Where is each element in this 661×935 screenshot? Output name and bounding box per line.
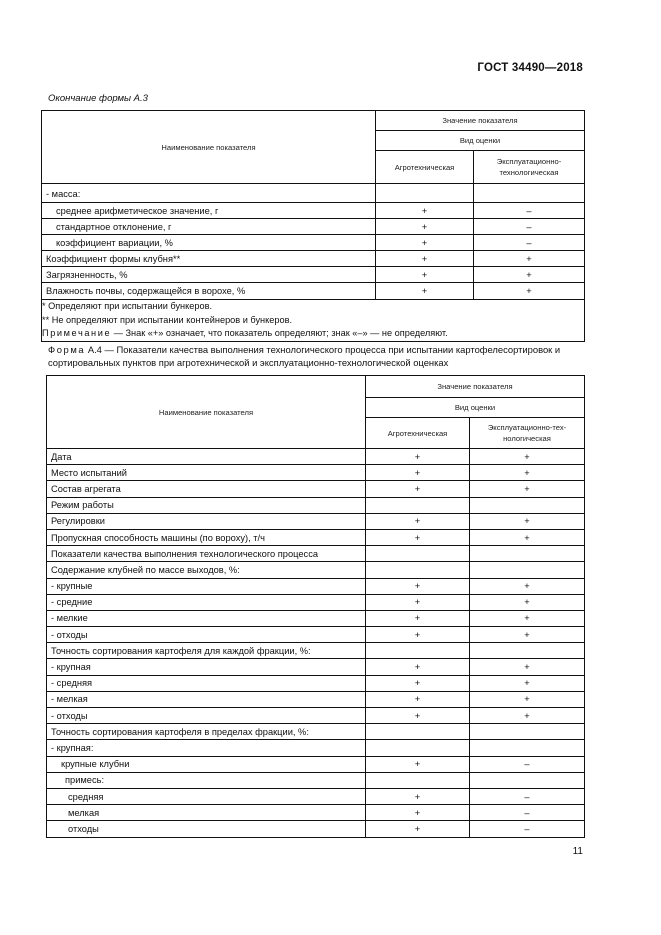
row-agro [366, 546, 470, 562]
table-row [47, 594, 585, 610]
col-header-name: Наименование показателя [42, 111, 376, 184]
row-expl [470, 643, 585, 659]
row-expl [470, 724, 585, 740]
table-row [42, 267, 585, 283]
row-agro: + [376, 267, 474, 283]
row-agro: + [366, 449, 470, 465]
col-header-expl-line1: Эксплуатационно-тех- [487, 423, 567, 432]
row-expl: + [474, 251, 585, 267]
note-text: — Знак «+» означает, что показатель определяют; знак «–» — не определяют. [111, 328, 448, 338]
row-expl [470, 497, 585, 513]
row-name: стандартное отклонение, г [42, 219, 376, 235]
col-header-kind: Вид оценки [376, 131, 585, 151]
row-name: - масса: [42, 184, 376, 203]
row-name: Режим работы [47, 497, 366, 513]
col-header-expl [470, 418, 585, 449]
row-expl: + [470, 465, 585, 481]
row-agro: + [366, 805, 470, 821]
col-header-expl-line2: технологическая [499, 168, 559, 177]
row-expl: – [474, 203, 585, 219]
table-row [47, 805, 585, 821]
table-row [47, 724, 585, 740]
table-row [47, 481, 585, 497]
row-name: среднее арифметическое значение, г [42, 203, 376, 219]
row-name: - мелкая [47, 691, 366, 707]
row-name: - средняя [47, 675, 366, 691]
note-label: Примечание [42, 328, 112, 338]
col-header-expl-line1: Эксплуатационно- [496, 157, 562, 166]
row-expl: – [470, 788, 585, 804]
table-row [47, 578, 585, 594]
table-row [47, 627, 585, 643]
row-agro: + [366, 529, 470, 545]
table-row [42, 184, 585, 203]
standard-number: ГОСТ 34490—2018 [477, 62, 583, 74]
form-a4-caption [48, 344, 608, 369]
row-agro: + [366, 756, 470, 772]
row-expl: + [470, 481, 585, 497]
row-expl: + [470, 594, 585, 610]
row-agro: + [376, 219, 474, 235]
row-agro [366, 643, 470, 659]
footnote-1: * Определяют при испытании бункеров. [42, 301, 213, 311]
row-expl: + [470, 529, 585, 545]
table-row [47, 691, 585, 707]
row-agro: + [366, 627, 470, 643]
row-name: - мелкие [47, 610, 366, 626]
row-agro [366, 562, 470, 578]
row-expl: – [470, 756, 585, 772]
row-name: - средние [47, 594, 366, 610]
col-header-name: Наименование показателя [47, 376, 366, 449]
row-agro: + [366, 675, 470, 691]
table-form-a4 [46, 375, 585, 838]
row-name: Состав агрегата [47, 481, 366, 497]
row-agro [366, 724, 470, 740]
table-row [47, 610, 585, 626]
row-agro: + [366, 788, 470, 804]
table-notes [42, 300, 585, 342]
table-row [42, 203, 585, 219]
row-expl: – [474, 219, 585, 235]
row-agro: + [366, 481, 470, 497]
row-name: Влажность почвы, содержащейся в ворохе, % [42, 283, 376, 300]
table-note [42, 327, 584, 341]
row-expl: + [470, 627, 585, 643]
row-expl: – [470, 805, 585, 821]
row-agro [366, 772, 470, 788]
table-row [42, 235, 585, 251]
table-row [47, 643, 585, 659]
row-expl [470, 546, 585, 562]
row-name: Регулировки [47, 513, 366, 529]
table-form-a3-end [41, 110, 585, 342]
row-agro: + [366, 821, 470, 838]
row-name: мелкая [47, 805, 366, 821]
row-agro: + [366, 513, 470, 529]
footnote-2: ** Не определяют при испытании контейнеров и бункеров. [42, 314, 293, 325]
row-name: Точность сортирования картофеля в пределах фракции, %: [47, 724, 366, 740]
row-agro [366, 740, 470, 756]
row-expl: + [470, 659, 585, 675]
row-agro [366, 497, 470, 513]
row-expl [470, 740, 585, 756]
row-agro: + [366, 594, 470, 610]
row-agro: + [376, 251, 474, 267]
row-agro: + [376, 235, 474, 251]
row-name: Содержание клубней по массе выходов, %: [47, 562, 366, 578]
row-expl: – [474, 235, 585, 251]
row-name: Загрязненность, % [42, 267, 376, 283]
row-agro: + [366, 465, 470, 481]
table-row [47, 675, 585, 691]
col-header-value: Значение показателя [366, 376, 585, 398]
row-agro: + [376, 203, 474, 219]
row-name: Дата [47, 449, 366, 465]
col-header-expl [474, 151, 585, 184]
row-expl: + [470, 675, 585, 691]
table-row [47, 708, 585, 724]
row-name: - отходы [47, 627, 366, 643]
row-name: Точность сортирования картофеля для каждой фракции, %: [47, 643, 366, 659]
row-name: средняя [47, 788, 366, 804]
page-number: 11 [572, 846, 583, 857]
row-agro: + [366, 610, 470, 626]
table-row [47, 659, 585, 675]
row-name: крупные клубни [47, 756, 366, 772]
continuation-label: Окончание формы А.3 [48, 93, 148, 104]
table-row [47, 449, 585, 465]
col-header-agro: Агротехническая [376, 151, 474, 184]
row-name: - отходы [47, 708, 366, 724]
row-name: - крупная [47, 659, 366, 675]
row-expl [470, 772, 585, 788]
row-name: - крупная: [47, 740, 366, 756]
table-row [47, 497, 585, 513]
table-row [47, 562, 585, 578]
row-name: Место испытаний [47, 465, 366, 481]
row-expl: + [470, 708, 585, 724]
table-row [42, 283, 585, 300]
row-expl: + [474, 283, 585, 300]
form-title: А.4 — Показатели качества выполнения технологического процесса при испытании картофелесортировок и сортировальных пунктов при агротехнической и эксплуатационно-технологической оценках [48, 344, 561, 368]
form-prefix: Форма [48, 344, 86, 355]
table-row [47, 513, 585, 529]
row-expl: – [470, 821, 585, 838]
col-header-expl-line2: нологическая [503, 434, 551, 443]
table-row [47, 788, 585, 804]
row-name: Коэффициент формы клубня** [42, 251, 376, 267]
row-expl [474, 184, 585, 203]
row-name: коэффициент вариации, % [42, 235, 376, 251]
row-name: Показатели качества выполнения технологического процесса [47, 546, 366, 562]
table-row [47, 756, 585, 772]
table-row [42, 219, 585, 235]
table-row [47, 821, 585, 838]
row-expl: + [470, 513, 585, 529]
table-row [47, 465, 585, 481]
row-expl [470, 562, 585, 578]
table-row [47, 740, 585, 756]
row-expl: + [470, 610, 585, 626]
row-name: примесь: [47, 772, 366, 788]
row-agro [376, 184, 474, 203]
table-row [47, 529, 585, 545]
row-agro: + [376, 283, 474, 300]
row-name: Пропускная способность машины (по вороху), т/ч [47, 529, 366, 545]
row-agro: + [366, 708, 470, 724]
row-expl: + [470, 449, 585, 465]
col-header-kind: Вид оценки [366, 398, 585, 418]
row-expl: + [474, 267, 585, 283]
table-row [47, 546, 585, 562]
row-agro: + [366, 578, 470, 594]
table-row [42, 251, 585, 267]
col-header-agro: Агротехническая [366, 418, 470, 449]
row-agro: + [366, 659, 470, 675]
row-agro: + [366, 691, 470, 707]
col-header-value: Значение показателя [376, 111, 585, 131]
row-name: - крупные [47, 578, 366, 594]
row-expl: + [470, 691, 585, 707]
row-name: отходы [47, 821, 366, 838]
row-expl: + [470, 578, 585, 594]
table-row [47, 772, 585, 788]
